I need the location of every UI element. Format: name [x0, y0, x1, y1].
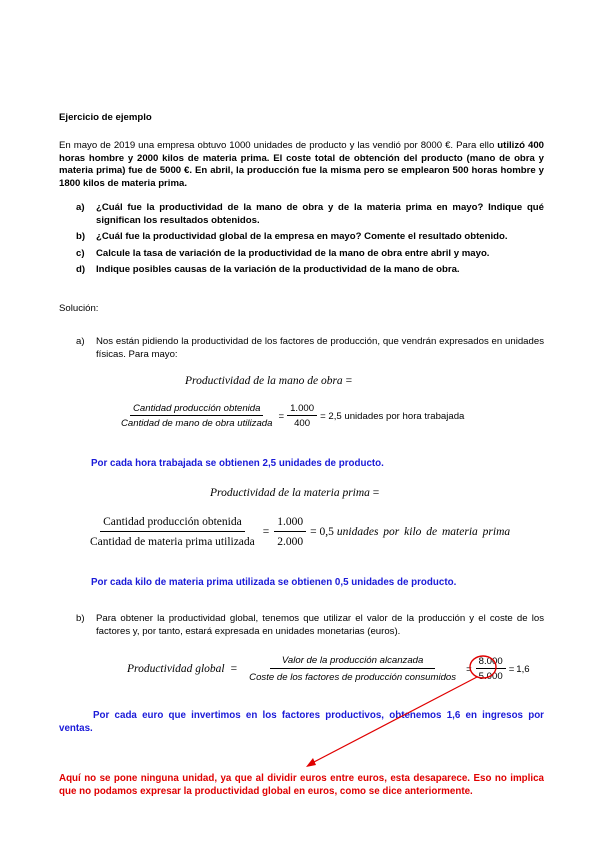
note-labor-productivity: Por cada hora trabajada se obtienen 2,5 unidades de producto. [91, 458, 384, 469]
formula-global: Productividad global = $\frac{\text{Valor de la producción alcanzada}}{\text{Coste de los factores de producción consumidos}}$ = $\frac{8.000}{5.000}$ = 1,6 [127, 655, 530, 683]
question-d: d) Indique posibles causas de la variación de la productividad de la mano de obra. [76, 264, 460, 275]
solution-a-text: Nos están pidiendo la productividad de los factores de producción, que vendrán expresados en unidades físicas. Para mayo: [96, 336, 544, 360]
formula-global-title: Productividad global [127, 663, 225, 675]
solution-b-label: b) [76, 613, 85, 624]
formula2: $\frac{\text{Cantidad producción obtenida}}{\text{Cantidad de materia prima utilizada}}$ = $\frac{1.000}{2.000}$ = 0,5 unidades por kilo de materia prima [87, 516, 510, 548]
solution-a-label: a) [76, 336, 85, 347]
annotation-arrow [312, 677, 477, 763]
formula-global-result: 1,6 [516, 663, 530, 675]
solution-heading: Solución: [59, 303, 99, 314]
question-b: b) ¿Cuál fue la productividad global de la empresa en mayo? Comente el resultado obtenido. [76, 231, 508, 242]
note-global-productivity: Por cada euro que invertimos en los factores productivos, obtenemos 1,6 en ingresos por ventas. [59, 710, 544, 734]
question-a: a) ¿Cuál fue la productividad de la mano de obra y de la materia prima en mayo? Indique qué significan los resultados obtenidos. [76, 202, 544, 226]
formula-global-fraction: $\frac{\text{Valor de la producción alcanzada}}{\text{Coste de los factores de producción consumidos}}$ [249, 655, 457, 683]
formula2-fraction: $\frac{\text{Cantidad producción obtenida}}{\text{Cantidad de materia prima utilizada}}$ [90, 516, 255, 548]
formula2-title: Productividad de la materia prima = [210, 487, 380, 499]
solution-b-text: Para obtener la productividad global, tenemos que utilizar el valor de la producción y el coste de los factores y, por tanto, estará expresada en unidades monetarias (euros). [96, 613, 544, 637]
result-highlight-circle [470, 656, 496, 678]
formula2-values: $\frac{1.000}{2.000}$ [274, 516, 306, 548]
intro-part1: En mayo de 2019 una empresa obtuvo 1000 unidades de producto y las vendió por 8000 €. Para ello [59, 140, 495, 151]
formula1: $\frac{\text{Cantidad producción obtenida}}{\text{Cantidad de mano de obra utilizada}}$ = $\frac{1.000}{400}$ = 2,5 unidades por hora trabajada [118, 403, 464, 429]
formula1-values: $\frac{1.000}{400}$ [287, 403, 317, 429]
formula1-result: = 2,5 unidades por hora trabajada [320, 410, 465, 422]
annotation-text: Aquí no se pone ninguna unidad, ya que al dividir euros entre euros, esta desaparece. Eso no implica que no podamos expresar la productividad global en euros, como se dice anteriormente. [59, 773, 544, 797]
note-material-productivity: Por cada kilo de materia prima utilizada se obtienen 0,5 unidades de producto. [91, 577, 457, 588]
annotation-arrow-head [306, 758, 316, 767]
intro-part2: utilizó 400 horas hombre y 2000 kilos de materia prima. El coste total de obtención del producto (mano de obra y materia prima) fue de 5000 €. En abril, la producción fue la misma pero se emplearon 500 horas hombre y 1800 kilos de materia prima. [59, 140, 544, 189]
page-title: Ejercicio de ejemplo [59, 112, 152, 123]
formula-global-values: $\frac{8.000}{5.000}$ [476, 656, 506, 682]
question-c: c) Calcule la tasa de variación de la productividad de la mano de obra entre abril y mayo. [76, 247, 490, 259]
formula1-fraction: $\frac{\text{Cantidad producción obtenida}}{\text{Cantidad de mano de obra utilizada}}$ [121, 403, 273, 429]
formula1-title: Productividad de la mano de obra = [185, 375, 353, 387]
